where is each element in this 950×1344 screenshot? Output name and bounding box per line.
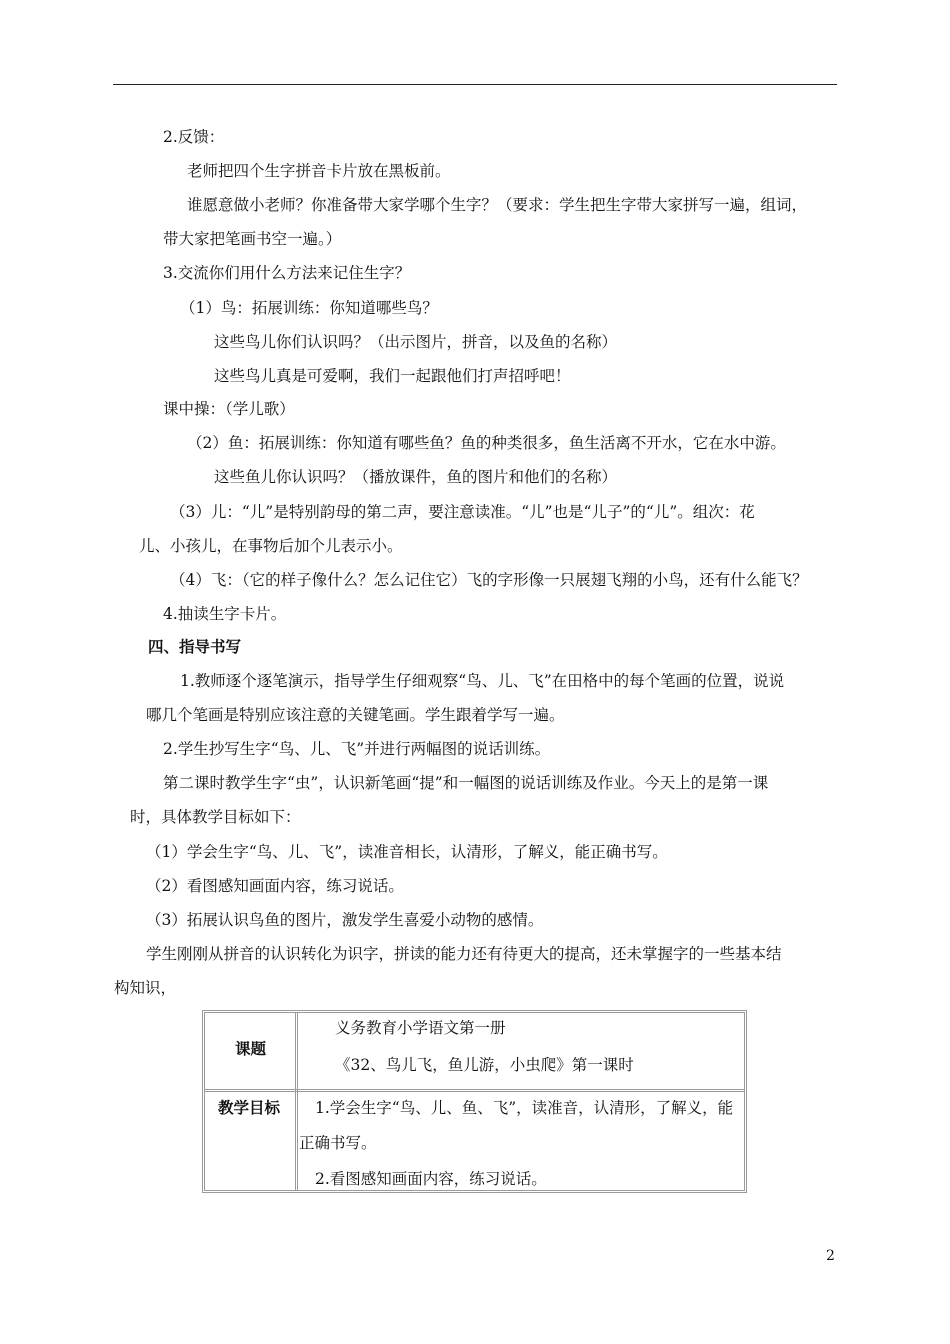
text-line: 老师把四个生字拼音卡片放在黑板前。 — [187, 162, 451, 180]
table-goal-line-3: 2.看图感知画面内容，练习说话。 — [315, 1170, 547, 1188]
table-goal-line-1: 1.学会生字“鸟、儿、鱼、飞”，读准音，认清形，了解义，能 — [315, 1099, 734, 1117]
text-line: 这些鸟儿真是可爱啊，我们一起跟他们打声招呼吧！ — [214, 367, 571, 385]
table-goal-line-2: 正确书写。 — [299, 1134, 377, 1152]
text-line: （2）鱼：拓展训练：你知道有哪些鱼？鱼的种类很多，鱼生活离不开水，它在水中游。 — [187, 434, 786, 452]
text-line: 3.交流你们用什么方法来记住生字？ — [163, 264, 411, 282]
text-line: （4）飞：（它的样子像什么？怎么记住它）飞的字形像一只展翅飞翔的小鸟，还有什么能飞？ — [170, 571, 808, 589]
table-row-divider — [205, 1089, 744, 1092]
text-line: （1）鸟：拓展训练：你知道哪些鸟？ — [180, 299, 438, 317]
table-column-divider — [295, 1013, 298, 1190]
text-line: 这些鱼儿你认识吗？（播放课件，鱼的图片和他们的名称） — [214, 468, 618, 486]
text-line: （3）拓展认识鸟鱼的图片，激发学生喜爱小动物的感情。 — [146, 911, 544, 929]
table-label-goals: 教学目标 — [218, 1099, 281, 1117]
text-line: 2.反馈： — [163, 128, 225, 146]
text-line: 时，具体教学目标如下： — [130, 808, 301, 826]
text-line: （3）儿：“儿”是特别韵母的第二声，要注意读准。“儿”也是“儿子”的“儿”。组次：花 — [170, 503, 755, 521]
text-line: 2.学生抄写生字“鸟、儿、飞”并进行两幅图的说话训练。 — [163, 740, 551, 758]
text-line: 构知识， — [114, 979, 177, 997]
page-number: 2 — [826, 1248, 835, 1264]
text-line: （2）看图感知画面内容，练习说话。 — [146, 877, 404, 895]
table-topic-line-1: 义务教育小学语文第一册 — [335, 1019, 506, 1037]
text-line: 儿、小孩儿，在事物后加个儿表示小。 — [139, 537, 403, 555]
text-line: （1）学会生字“鸟、儿、飞”，读准音相长，认清形，了解义，能正确书写。 — [146, 843, 668, 861]
text-line: 这些鸟儿你们认识吗？（出示图片，拼音，以及鱼的名称） — [214, 333, 618, 351]
text-line: 学生刚刚从拼音的认识转化为识字，拼读的能力还有待更大的提高，还未掌握字的一些基本结 — [146, 945, 782, 963]
section-heading: 四、指导书写 — [148, 638, 242, 656]
text-line: 1.教师逐个逐笔演示，指导学生仔细观察“鸟、儿、飞”在田格中的每个笔画的位置，说说 — [180, 672, 785, 690]
table-label-topic: 课题 — [235, 1040, 267, 1058]
text-line: 谁愿意做小老师？你准备带大家学哪个生字？（要求：学生把生字带大家拼写一遍，组词， — [187, 196, 808, 214]
text-line: 课中操：（学儿歌） — [163, 400, 295, 418]
text-line: 第二课时教学生字“虫”，认识新笔画“提”和一幅图的说话训练及作业。今天上的是第一课 — [163, 774, 769, 792]
text-line: 4.抽读生字卡片。 — [163, 605, 287, 623]
text-line: 哪几个笔画是特别应该注意的关键笔画。学生跟着学写一遍。 — [146, 706, 565, 724]
lesson-table — [202, 1010, 747, 1193]
text-line: 带大家把笔画书空一遍。） — [163, 230, 342, 248]
header-rule — [113, 84, 837, 85]
table-topic-line-2: 《32、鸟儿飞，鱼儿游，小虫爬》第一课时 — [335, 1056, 634, 1074]
